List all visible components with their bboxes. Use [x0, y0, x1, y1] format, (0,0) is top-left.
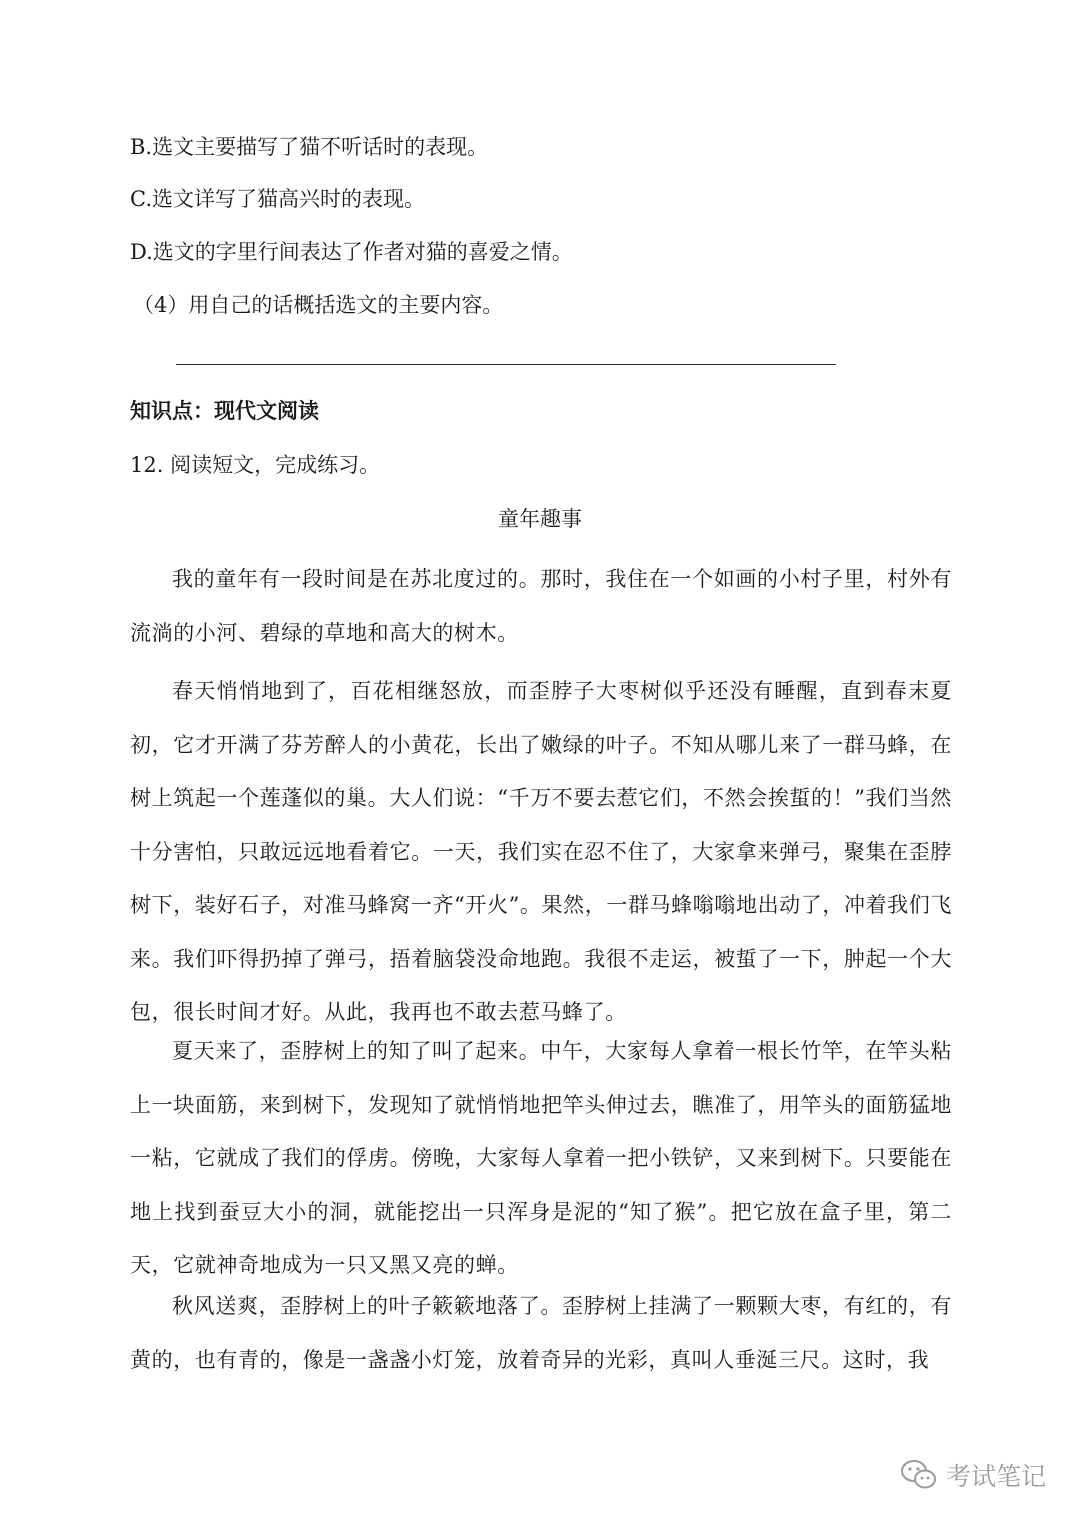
wechat-icon [900, 1459, 938, 1491]
article-paragraph-4: 秋风送爽，歪脖树上的叶子簌簌地落了。歪脖树上挂满了一颗颗大枣，有红的，有黄的，也有青的，像是一盏盏小灯笼，放着奇异的光彩，真叫人垂涎三尺。这时，我 [130, 1294, 952, 1372]
question-12: 12. 阅读短文，完成练习。 [130, 453, 381, 477]
answer-blank-line[interactable] [176, 364, 836, 365]
watermark-text: 考试笔记 [945, 1462, 1046, 1491]
option-b: B.选文主要描写了猫不听话时的表现。 [130, 135, 489, 159]
question-4: （4）用自己的话概括选文的主要内容。 [133, 293, 504, 317]
article-title: 童年趣事 [498, 507, 582, 531]
article-paragraph-2: 春天悄悄地到了，百花相继怒放，而歪脖子大枣树似乎还没有睡醒，直到春末夏初，它才开满了芬芳醉人的小黄花，长出了嫩绿的叶子。不知从哪儿来了一群马蜂，在树上筑起一个莲蓬似的巢。大人们说：“千万不要去惹它们，不然会挨蜇的！”我们当然十分害怕，只敢远远地看着它。一天，我们实在忍不住了，大家拿来弹弓，聚集在歪脖树下，装好石子，对准马蜂窝一齐“开火”。果然，一群马蜂嗡嗡地出动了，冲着我们飞来。我们吓得扔掉了弹弓，捂着脑袋没命地跑。我很不走运，被蜇了一下，肿起一个大包，很长时间才好。从此，我再也不敢去惹马蜂了。 [130, 679, 952, 1024]
option-c: C.选文详写了猫高兴时的表现。 [130, 187, 425, 211]
article-paragraph-1: 我的童年有一段时间是在苏北度过的。那时，我住在一个如画的小村子里，村外有流淌的小河、碧绿的草地和高大的树木。 [130, 567, 952, 645]
article-paragraph-3: 夏天来了，歪脖树上的知了叫了起来。中午，大家每人拿着一根长竹竿，在竿头粘上一块面筋，来到树下，发现知了就悄悄地把竿头伸过去，瞧准了，用竿头的面筋猛地一粘，它就成了我们的俘虏。傍晚，大家每人拿着一把小铁铲，又来到树下。只要能在地上找到蚕豆大小的洞，就能挖出一只浑身是泥的“知了猴”。把它放在盒子里，第二天，它就神奇地成为一只又黑又亮的蝉。 [130, 1039, 952, 1277]
knowledge-point-heading: 知识点：现代文阅读 [130, 399, 319, 423]
option-d: D.选文的字里行间表达了作者对猫的喜爱之情。 [130, 240, 573, 264]
watermark [900, 1457, 1046, 1493]
